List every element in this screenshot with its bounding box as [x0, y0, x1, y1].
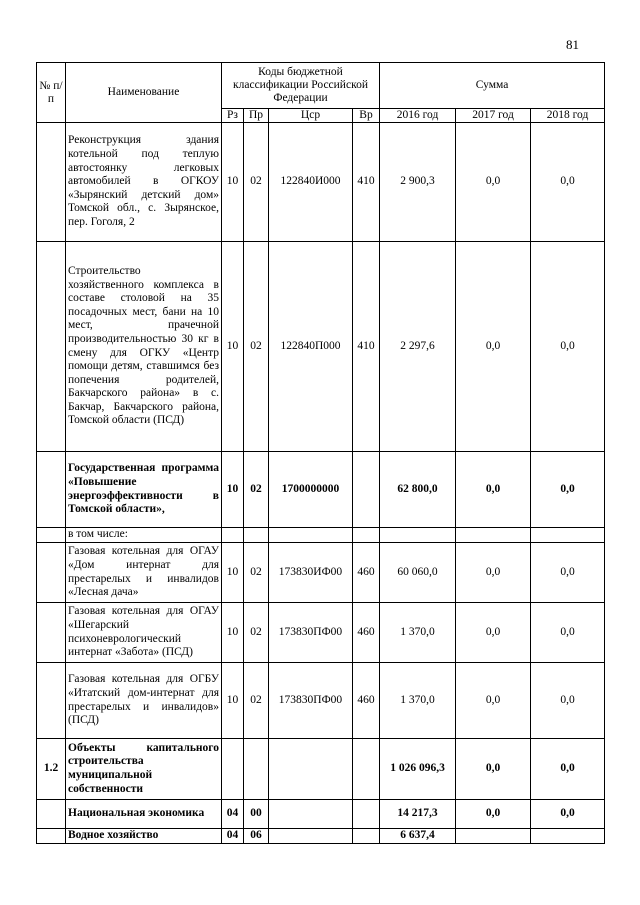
- table-row: [37, 800, 605, 829]
- row-pr: 02: [244, 123, 269, 242]
- row-pr: 06: [244, 829, 269, 844]
- header-codes: Коды бюджетной классификации Российской Федерации: [222, 63, 380, 109]
- row-name: Газовая котельная для ОГАУ «Шегарский психоневрологический интернат «Забота» (ПСД): [66, 603, 222, 663]
- row-num: [37, 543, 66, 603]
- header-csr: Цср: [269, 109, 353, 123]
- row-sum-2016: 14 217,3: [380, 800, 456, 829]
- table-row: [37, 739, 605, 800]
- row-sum-2018: [531, 528, 605, 543]
- row-sum-2018: 0,0: [531, 452, 605, 528]
- header-2016: 2016 год: [380, 109, 456, 123]
- header-pr: Пр: [244, 109, 269, 123]
- row-sum-2016: 62 800,0: [380, 452, 456, 528]
- row-rz: [222, 739, 244, 800]
- table-row: [37, 452, 605, 528]
- row-name: Газовая котельная для ОГАУ «Дом интернат для престарелых и инвалидов «Лесная дача»: [66, 543, 222, 603]
- table-row: [37, 123, 605, 242]
- row-csr: 173830ПФ00: [269, 663, 353, 739]
- row-pr: 02: [244, 603, 269, 663]
- row-sum-2017: 0,0: [456, 800, 531, 829]
- row-sum-2017: [456, 829, 531, 844]
- row-csr: [269, 829, 353, 844]
- row-vr: [353, 528, 380, 543]
- row-num: 1.2: [37, 739, 66, 800]
- row-csr: [269, 528, 353, 543]
- row-name: Водное хозяйство: [66, 829, 222, 844]
- row-pr: 00: [244, 800, 269, 829]
- header-2017: 2017 год: [456, 109, 531, 123]
- row-vr: 460: [353, 603, 380, 663]
- row-name: Строительство хозяйственного комплекса в составе столовой на 35 посадочных мест, бани на 10 мест, прачечной производительностью 30 кг в смену для ОГКУ «Центр помощи детям, ставшимся без попечения родителей, Бакчарского района» в с. Бакчар, Бакчарского района, Томской области (ПСД): [66, 242, 222, 452]
- row-sum-2016: 1 370,0: [380, 603, 456, 663]
- row-pr: 02: [244, 543, 269, 603]
- row-rz: 10: [222, 663, 244, 739]
- row-sum-2017: 0,0: [456, 123, 531, 242]
- table-row: [37, 663, 605, 739]
- row-sum-2018: 0,0: [531, 800, 605, 829]
- row-num: [37, 528, 66, 543]
- header-sum: Сумма: [380, 63, 605, 109]
- row-sum-2016: 6 637,4: [380, 829, 456, 844]
- row-rz: [222, 528, 244, 543]
- row-sum-2016: [380, 528, 456, 543]
- row-num: [37, 603, 66, 663]
- row-sum-2017: [456, 528, 531, 543]
- header-rz: Рз: [222, 109, 244, 123]
- row-rz: 10: [222, 452, 244, 528]
- row-sum-2016: 1 370,0: [380, 663, 456, 739]
- row-sum-2018: 0,0: [531, 603, 605, 663]
- row-vr: [353, 829, 380, 844]
- row-name: Объекты капитального строительства муниципальной собственности: [66, 739, 222, 800]
- row-vr: 460: [353, 663, 380, 739]
- row-pr: [244, 739, 269, 800]
- header-2018: 2018 год: [531, 109, 605, 123]
- row-sum-2017: 0,0: [456, 663, 531, 739]
- row-sum-2018: 0,0: [531, 663, 605, 739]
- row-sum-2017: 0,0: [456, 739, 531, 800]
- row-rz: 10: [222, 123, 244, 242]
- row-sum-2017: 0,0: [456, 603, 531, 663]
- row-sum-2016: 1 026 096,3: [380, 739, 456, 800]
- row-pr: 02: [244, 452, 269, 528]
- row-sum-2017: 0,0: [456, 242, 531, 452]
- row-sum-2016: 2 900,3: [380, 123, 456, 242]
- header-vr: Вр: [353, 109, 380, 123]
- page-number: 81: [566, 37, 579, 52]
- row-vr: [353, 739, 380, 800]
- row-sum-2016: 60 060,0: [380, 543, 456, 603]
- row-csr: [269, 800, 353, 829]
- row-pr: [244, 528, 269, 543]
- row-num: [37, 242, 66, 452]
- table-row: [37, 528, 605, 543]
- row-num: [37, 452, 66, 528]
- table-row: [37, 829, 605, 844]
- row-name: Национальная экономика: [66, 800, 222, 829]
- row-csr: 173830ИФ00: [269, 543, 353, 603]
- row-vr: 410: [353, 123, 380, 242]
- row-pr: 02: [244, 242, 269, 452]
- row-num: [37, 663, 66, 739]
- row-sum-2018: [531, 829, 605, 844]
- table-row: [37, 242, 605, 452]
- row-num: [37, 800, 66, 829]
- row-sum-2016: 2 297,6: [380, 242, 456, 452]
- row-name: Государственная программа «Повышение энергоэффективности в Томской области»,: [66, 452, 222, 528]
- row-rz: 10: [222, 603, 244, 663]
- row-name: Реконструкция здания котельной под теплую автостоянку легковых автомобилей в ОГКОУ «Зырянский детский дом» Томской обл., с. Зырянское, пер. Гоголя, 2: [66, 123, 222, 242]
- row-sum-2018: 0,0: [531, 543, 605, 603]
- table-row: [37, 603, 605, 663]
- row-sum-2017: 0,0: [456, 543, 531, 603]
- row-sum-2018: 0,0: [531, 123, 605, 242]
- row-vr: 410: [353, 242, 380, 452]
- row-csr: 122840И000: [269, 123, 353, 242]
- row-sum-2018: 0,0: [531, 242, 605, 452]
- budget-table: [36, 62, 605, 844]
- row-vr: [353, 452, 380, 528]
- row-rz: 10: [222, 543, 244, 603]
- row-pr: 02: [244, 663, 269, 739]
- row-name: Газовая котельная для ОГБУ «Итатский дом-интернат для престарелых и инвалидов» (ПСД): [66, 663, 222, 739]
- table-row: [37, 543, 605, 603]
- row-csr: 1700000000: [269, 452, 353, 528]
- header-name: Наименование: [66, 63, 222, 123]
- header-num: № п/п: [37, 63, 66, 123]
- row-sum-2017: 0,0: [456, 452, 531, 528]
- row-num: [37, 829, 66, 844]
- row-csr: 173830ПФ00: [269, 603, 353, 663]
- row-csr: 122840П000: [269, 242, 353, 452]
- row-rz: 10: [222, 242, 244, 452]
- row-rz: 04: [222, 829, 244, 844]
- row-rz: 04: [222, 800, 244, 829]
- row-csr: [269, 739, 353, 800]
- row-sum-2018: 0,0: [531, 739, 605, 800]
- row-vr: 460: [353, 543, 380, 603]
- row-vr: [353, 800, 380, 829]
- row-num: [37, 123, 66, 242]
- row-name: в том числе:: [66, 528, 222, 543]
